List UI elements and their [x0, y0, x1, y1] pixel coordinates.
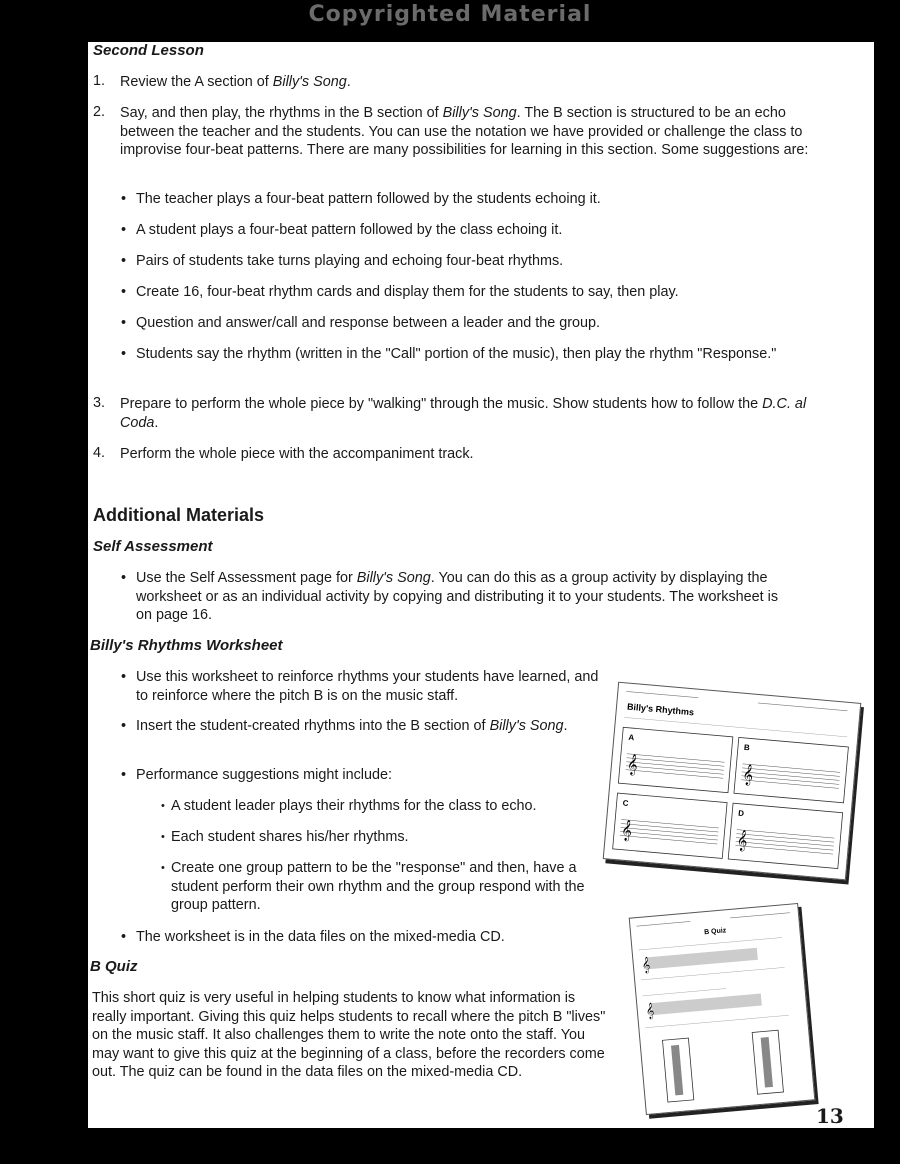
document-page: [88, 42, 874, 1128]
b-quiz-heading: B Quiz: [90, 958, 138, 975]
bullet-item: • Pairs of students take turns playing and echoing four-beat rhythms.: [136, 252, 816, 271]
svg-text:𝄞: 𝄞: [641, 957, 651, 974]
second-lesson-heading: Second Lesson: [93, 42, 204, 59]
box-a: [618, 727, 732, 792]
svg-text:𝄞: 𝄞: [626, 753, 639, 776]
box-d: [728, 803, 842, 868]
quiz-title: B Quiz: [703, 927, 727, 937]
bullet-item: • The teacher plays a four-beat pattern followed by the students echoing it.: [136, 190, 816, 209]
sub-bullet-item: • A student leader plays their rhythms for the class to echo.: [171, 797, 601, 816]
worksheet-graphic: [604, 683, 860, 879]
quiz-graphic: [630, 904, 814, 1114]
item-number: 3.: [93, 395, 106, 411]
svg-text:𝄞: 𝄞: [620, 819, 633, 842]
quiz-thumbnail: [629, 903, 816, 1115]
page-number: 13: [816, 1104, 844, 1128]
box-b: [734, 737, 848, 802]
svg-text:𝄞: 𝄞: [741, 763, 755, 786]
self-assessment-heading: Self Assessment: [93, 538, 213, 555]
item-number: 1.: [93, 73, 106, 89]
bullet-item: • Use the Self Assessment page for Billy's Song. You can do this as a group activity by displaying the worksheet or as an individual activity by copying and distributing it to your students. The worksheet is on page 16.: [136, 569, 796, 625]
item-number: 2.: [93, 104, 106, 120]
list-item: Perform the whole piece with the accompaniment track.: [120, 446, 474, 462]
svg-text:C: C: [622, 798, 629, 809]
worksheet-thumbnail: [603, 682, 862, 881]
item-number: 4.: [93, 445, 106, 461]
bullet-item: • Question and answer/call and response between a leader and the group.: [136, 314, 816, 333]
copyright-banner: Copyrighted Material: [308, 2, 592, 27]
box-c: [613, 793, 727, 858]
thumb-title: Billy's Rhythms: [626, 701, 695, 718]
svg-text:B: B: [743, 742, 751, 753]
list-item: Review the A section of Billy's Song.: [120, 74, 351, 90]
svg-text:𝄞: 𝄞: [645, 1002, 655, 1020]
svg-text:𝄞: 𝄞: [735, 829, 749, 852]
sub-bullet-item: • Create one group pattern to be the "response" and then, have a student perform their own rhythm and the group respond with the group pattern.: [171, 859, 591, 915]
bullet-item: • A student plays a four-beat pattern followed by the class echoing it.: [136, 221, 816, 240]
bullet-item: • The worksheet is in the data files on the mixed-media CD.: [136, 928, 596, 947]
bullet-item: • Students say the rhythm (written in the "Call" portion of the music), then play the rhythm "Response.": [136, 345, 811, 364]
list-item: Say, and then play, the rhythms in the B section of Billy's Song. The B section is structured to be an echo between the teacher and the students. You can use the notation we have provided or challenge the class to improvise four-beat patterns. There are many possibilities for learning in this section. Some suggestions are:: [120, 105, 809, 158]
bullet-item: • Performance suggestions might include:: [136, 766, 596, 785]
bullet-item: • Use this worksheet to reinforce rhythms your students have learned, and to reinforce where the pitch B is on the music staff.: [136, 668, 611, 705]
svg-text:D: D: [737, 808, 745, 819]
bullet-item: • Create 16, four-beat rhythm cards and display them for the students to say, then play.: [136, 283, 816, 302]
additional-materials-heading: Additional Materials: [93, 505, 265, 525]
sub-bullet-item: • Each student shares his/her rhythms.: [171, 828, 601, 847]
svg-text:A: A: [628, 732, 635, 743]
bullet-item: • Insert the student-created rhythms into the B section of Billy's Song.: [136, 717, 596, 736]
b-quiz-body: This short quiz is very useful in helping students to know what information is really important. Giving this quiz helps students to recall where the pitch B "lives" on the music staff. It also challenges them to write the note onto the staff. You may want to give this quiz at the beginning of a class, before the recorders come out. The quiz can be found in the data files on the mixed-media CD.: [92, 990, 606, 1080]
worksheet-heading: Billy's Rhythms Worksheet: [90, 637, 283, 654]
list-item: Prepare to perform the whole piece by "walking" through the music. Show students how to follow the D.C. al Coda.: [120, 396, 807, 431]
